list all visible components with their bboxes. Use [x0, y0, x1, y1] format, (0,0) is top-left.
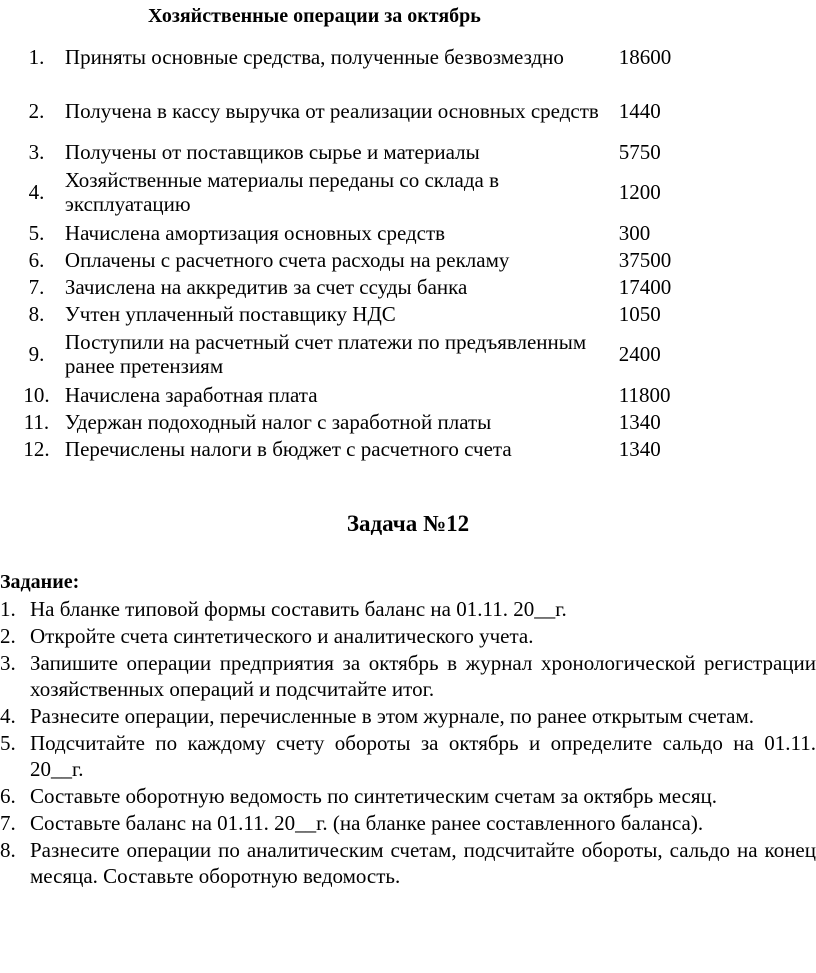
step-text: Откройте счета синтетического и аналитического учета. — [30, 624, 534, 648]
step-text: Составьте оборотную ведомость по синтетическим счетам за октябрь месяц. — [30, 784, 718, 808]
row-number: 12. — [23, 436, 50, 461]
table-row — [8, 300, 698, 327]
row-number: 3. — [28, 139, 45, 164]
list-item — [0, 730, 816, 782]
row-amount: 5750 — [618, 139, 661, 164]
step-number: 8. — [0, 838, 16, 862]
step-number: 5. — [0, 731, 16, 755]
row-description: Поступили на расчетный счет платежи по предъявленным ранее претензиям — [64, 330, 587, 378]
row-description: Оплачены с расчетного счета расходы на рекламу — [64, 247, 510, 272]
row-number: 7. — [28, 274, 45, 299]
row-number: 2. — [28, 99, 45, 123]
row-description: Перечислены налоги в бюджет с расчетного счета — [64, 436, 512, 461]
step-number: 2. — [0, 624, 16, 648]
row-number: 11. — [23, 409, 50, 434]
list-item — [0, 783, 816, 809]
row-number: 6. — [28, 247, 45, 272]
row-number: 10. — [23, 382, 50, 407]
assignment-steps — [0, 596, 816, 890]
row-amount: 1340 — [618, 409, 661, 434]
row-amount: 1340 — [618, 436, 661, 461]
row-description: Получена в кассу выручка от реализации основных средств — [64, 99, 599, 123]
row-amount: 11800 — [618, 382, 671, 407]
table-row — [8, 408, 698, 435]
step-number: 4. — [0, 704, 16, 728]
row-number: 5. — [28, 220, 45, 245]
step-number: 1. — [0, 597, 16, 621]
table-row — [8, 381, 698, 408]
step-text: Составьте баланс на 01.11. 20__г. (на бланке ранее составленного баланса). — [30, 811, 704, 835]
table-row — [8, 84, 698, 138]
row-amount: 300 — [618, 220, 651, 245]
step-number: 6. — [0, 784, 16, 808]
row-amount: 1200 — [618, 180, 661, 204]
row-number: 1. — [28, 45, 45, 69]
row-description: Учтен уплаченный поставщику НДС — [64, 301, 396, 326]
row-number: 4. — [28, 180, 45, 204]
table-row — [8, 435, 698, 462]
row-amount: 1440 — [618, 99, 661, 123]
list-item — [0, 596, 816, 622]
list-item — [0, 650, 816, 702]
list-item — [0, 703, 816, 729]
list-item — [0, 623, 816, 649]
row-amount: 1050 — [618, 301, 661, 326]
step-text: Разнесите операции по аналитическим счетам, подсчитайте обороты, сальдо на конец месяца. Составьте оборотную ведомость. — [30, 838, 816, 888]
row-amount: 18600 — [618, 45, 672, 69]
row-amount: 2400 — [618, 342, 661, 366]
row-description: Начислена заработная плата — [64, 382, 318, 407]
row-amount: 17400 — [618, 274, 672, 299]
operations-table-title: Хозяйственные операции за октябрь — [148, 5, 481, 27]
row-description: Начислена амортизация основных средств — [64, 220, 446, 245]
assignment-label: Задание: — [0, 571, 80, 593]
table-row — [8, 165, 698, 219]
step-text: Запишите операции предприятия за октябрь в журнал хронологической регистрации хозяйственных операций и подсчитайте итог. — [30, 651, 816, 701]
list-item — [0, 810, 816, 836]
row-description: Получены от поставщиков сырье и материалы — [64, 139, 480, 164]
table-row — [8, 30, 698, 84]
step-number: 7. — [0, 811, 16, 835]
row-description: Приняты основные средства, полученные безвозмездно — [64, 45, 564, 69]
list-item — [0, 837, 816, 889]
row-amount: 37500 — [618, 247, 672, 272]
row-number: 8. — [28, 301, 45, 326]
row-number: 9. — [28, 342, 45, 366]
row-description: Зачислена на аккредитив за счет ссуды банка — [64, 274, 468, 299]
operations-table — [8, 30, 698, 462]
row-description: Удержан подоходный налог с заработной платы — [64, 409, 492, 434]
table-row — [8, 273, 698, 300]
step-number: 3. — [0, 651, 16, 675]
row-description: Хозяйственные материалы переданы со склада в эксплуатацию — [64, 168, 499, 216]
step-text: Подсчитайте по каждому счету обороты за октябрь и определите сальдо на 01.11. 20__г. — [30, 731, 816, 781]
table-row — [8, 246, 698, 273]
step-text: На бланке типовой формы составить баланс на 01.11. 20__г. — [30, 597, 567, 621]
step-text: Разнесите операции, перечисленные в этом журнале, по ранее открытым счетам. — [30, 704, 755, 728]
table-row — [8, 219, 698, 246]
table-row — [8, 138, 698, 165]
table-row — [8, 327, 698, 381]
task-title: Задача №12 — [346, 511, 470, 536]
